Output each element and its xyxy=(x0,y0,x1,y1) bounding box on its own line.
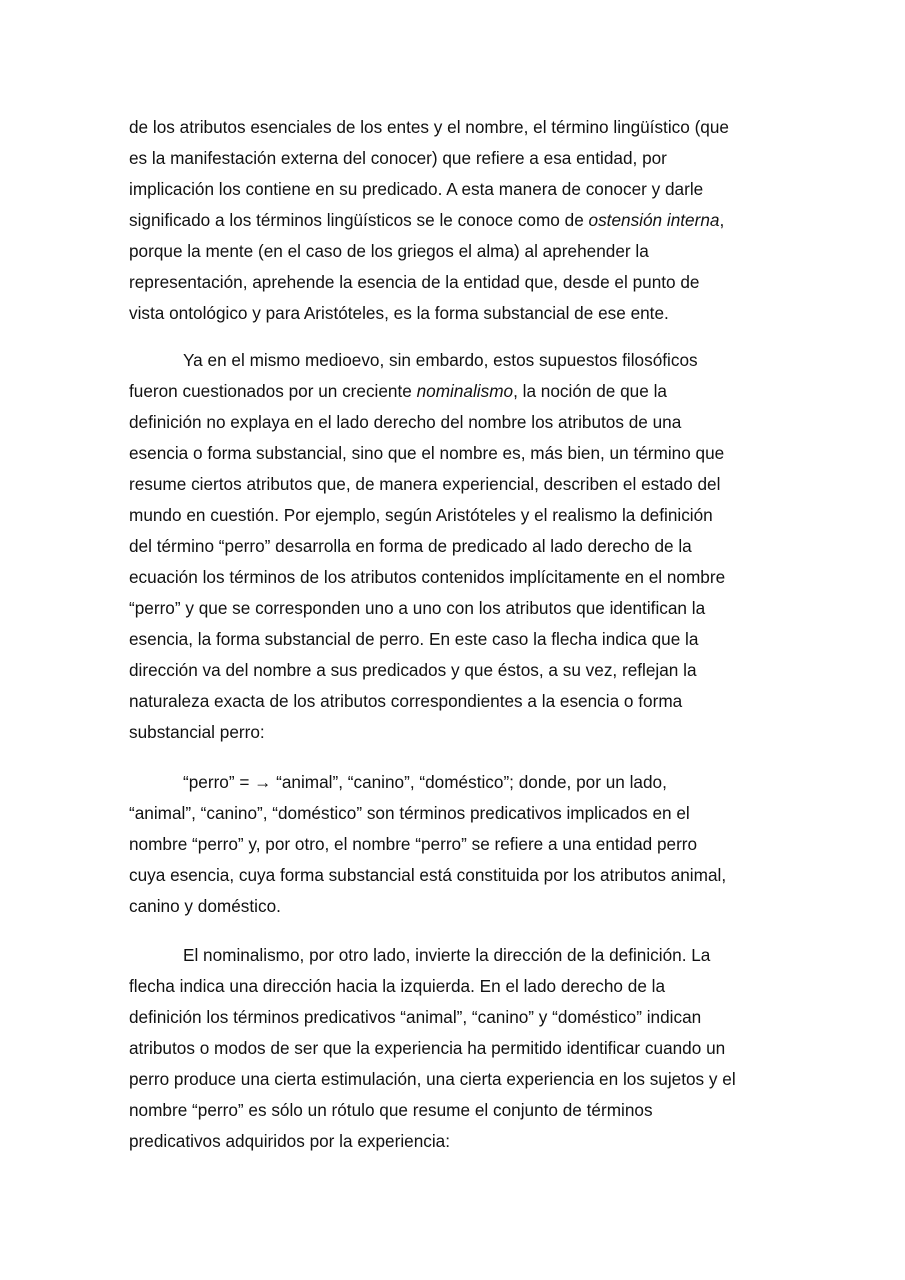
text-line: naturaleza exacta de los atributos correspondientes a la esencia o forma xyxy=(129,691,683,711)
text-line: nombre “perro” y, por otro, el nombre “perro” se refiere a una entidad perro xyxy=(129,834,698,854)
text-line: es la manifestación externa del conocer) que refiere a esa entidad, por xyxy=(129,148,667,168)
text-line: canino y doméstico. xyxy=(129,896,281,916)
text-line: atributos o modos de ser que la experiencia ha permitido identificar cuando un xyxy=(129,1038,726,1058)
text-line: vista ontológico y para Aristóteles, es la forma substancial de ese ente. xyxy=(129,303,669,323)
text-line: definición no explaya en el lado derecho del nombre los atributos de una xyxy=(129,412,682,432)
text-line: nombre “perro” es sólo un rótulo que resume el conjunto de términos xyxy=(129,1100,653,1120)
text-line: esencia o forma substancial, sino que el nombre es, más bien, un término que xyxy=(129,443,725,463)
text-line: del término “perro” desarrolla en forma de predicado al lado derecho de la xyxy=(129,536,692,556)
text-line: mundo en cuestión. Por ejemplo, según Aristóteles y el realismo la definición xyxy=(129,505,713,525)
text-line: definición los términos predicativos “animal”, “canino” y “doméstico” indican xyxy=(129,1007,702,1027)
paragraph-1 xyxy=(129,112,777,329)
text-line: porque la mente (en el caso de los griegos el alma) al aprehender la xyxy=(129,241,649,261)
text-line xyxy=(129,376,777,407)
text-line: resume ciertos atributos que, de manera experiencial, describen el estado del xyxy=(129,474,721,494)
text-line: cuya esencia, cuya forma substancial está constituida por los atributos animal, xyxy=(129,865,727,885)
paragraph-3 xyxy=(129,767,777,922)
text-segment: , la noción de que la xyxy=(513,381,667,401)
text-line: “animal”, “canino”, “doméstico” son términos predicativos implicados en el xyxy=(129,803,690,823)
text-segment: , xyxy=(719,210,725,230)
text-line: implicación los contiene en su predicado. A esta manera de conocer y darle xyxy=(129,179,704,199)
text-segment: significado a los términos lingüísticos se le conoce como de xyxy=(129,210,589,230)
text-segment: fueron cuestionados por un creciente xyxy=(129,381,417,401)
text-line: perro produce una cierta estimulación, una cierta experiencia en los sujetos y el xyxy=(129,1069,736,1089)
text-line: “perro” y que se corresponden uno a uno con los atributos que identifican la xyxy=(129,598,706,618)
text-line: El nominalismo, por otro lado, invierte la dirección de la definición. La xyxy=(183,945,711,965)
paragraph-2 xyxy=(129,345,777,748)
text-line: esencia, la forma substancial de perro. En este caso la flecha indica que la xyxy=(129,629,699,649)
text-line: dirección va del nombre a sus predicados y que éstos, a su vez, reflejan la xyxy=(129,660,697,680)
text-line: representación, aprehende la esencia de la entidad que, desde el punto de xyxy=(129,272,700,292)
paragraph-4 xyxy=(129,940,777,1157)
text-line: Ya en el mismo medioevo, sin embardo, estos supuestos filosóficos xyxy=(183,350,698,370)
italic-term-nominalismo: nominalismo xyxy=(416,381,514,401)
text-line: de los atributos esenciales de los entes y el nombre, el término lingüístico (que xyxy=(129,117,729,137)
text-line xyxy=(129,205,777,236)
text-line: substancial perro: xyxy=(129,722,265,742)
text-line: predicativos adquiridos por la experiencia: xyxy=(129,1131,451,1151)
text-line: ecuación los términos de los atributos contenidos implícitamente en el nombre xyxy=(129,567,726,587)
text-line: “perro” = → “animal”, “canino”, “doméstico”; donde, por un lado, xyxy=(183,772,667,792)
text-line: flecha indica una dirección hacia la izquierda. En el lado derecho de la xyxy=(129,976,666,996)
italic-term-ostension-interna: ostensión interna xyxy=(588,210,720,230)
